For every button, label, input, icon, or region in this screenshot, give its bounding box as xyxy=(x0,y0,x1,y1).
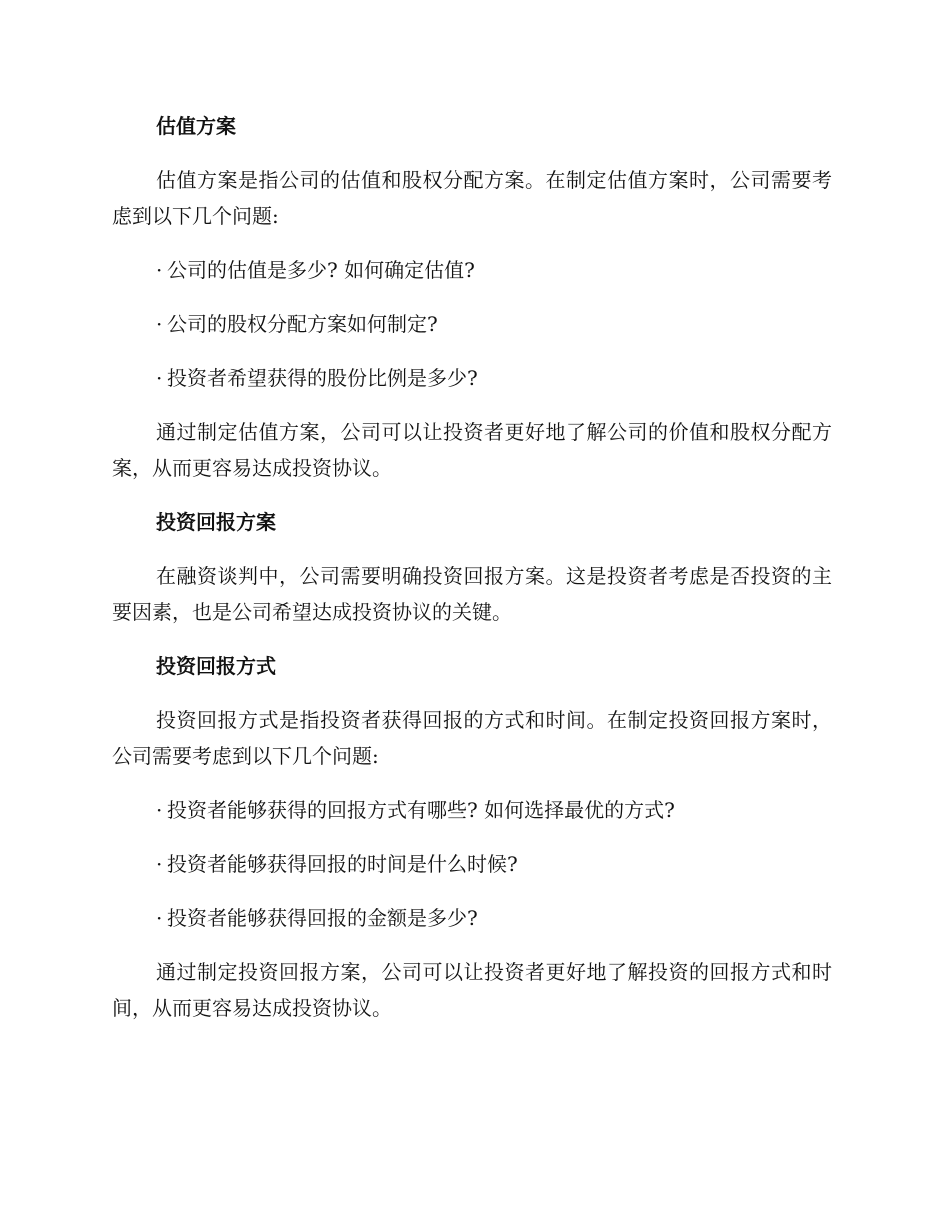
section-heading: 投资回报方案 xyxy=(156,510,276,534)
bullet-dot: · xyxy=(156,906,163,930)
section-paragraph: 在融资谈判中，公司需要明确投资回报方案。这是投资者考虑是否投资的主要因素，也是公司希望达成投资协议的关键。 xyxy=(112,564,832,624)
section-heading: 估值方案 xyxy=(156,114,236,138)
document-page xyxy=(112,108,832,1044)
section-conclusion: 通过制定投资回报方案，公司可以让投资者更好地了解投资的回报方式和时间，从而更容易达成投资协议。 xyxy=(112,960,832,1020)
bullet-dot: · xyxy=(156,258,163,282)
bullet-text: 投资者希望获得的股份比例是多少? xyxy=(167,366,478,390)
bullet-text: 投资者能够获得的回报方式有哪些? 如何选择最优的方式? xyxy=(167,798,675,822)
bullet-dot: · xyxy=(156,798,163,822)
bullet-item xyxy=(112,252,832,288)
bullet-item xyxy=(112,900,832,936)
bullet-text: 公司的股权分配方案如何制定? xyxy=(167,312,438,336)
bullet-text: 公司的估值是多少? 如何确定估值? xyxy=(167,258,475,282)
bullet-dot: · xyxy=(156,852,163,876)
bullet-item xyxy=(112,792,832,828)
section-paragraph: 估值方案是指公司的估值和股权分配方案。在制定估值方案时，公司需要考虑到以下几个问题: xyxy=(112,168,832,228)
bullet-item xyxy=(112,306,832,342)
bullet-item xyxy=(112,360,832,396)
section-paragraph: 投资回报方式是指投资者获得回报的方式和时间。在制定投资回报方案时，公司需要考虑到以下几个问题: xyxy=(112,708,832,768)
section-conclusion: 通过制定估值方案，公司可以让投资者更好地了解公司的价值和股权分配方案，从而更容易达成投资协议。 xyxy=(112,420,832,480)
bullet-text: 投资者能够获得回报的金额是多少? xyxy=(167,906,478,930)
bullet-item xyxy=(112,846,832,882)
section-heading: 投资回报方式 xyxy=(156,654,276,678)
bullet-dot: · xyxy=(156,366,163,390)
bullet-text: 投资者能够获得回报的时间是什么时候? xyxy=(167,852,518,876)
bullet-dot: · xyxy=(156,312,163,336)
